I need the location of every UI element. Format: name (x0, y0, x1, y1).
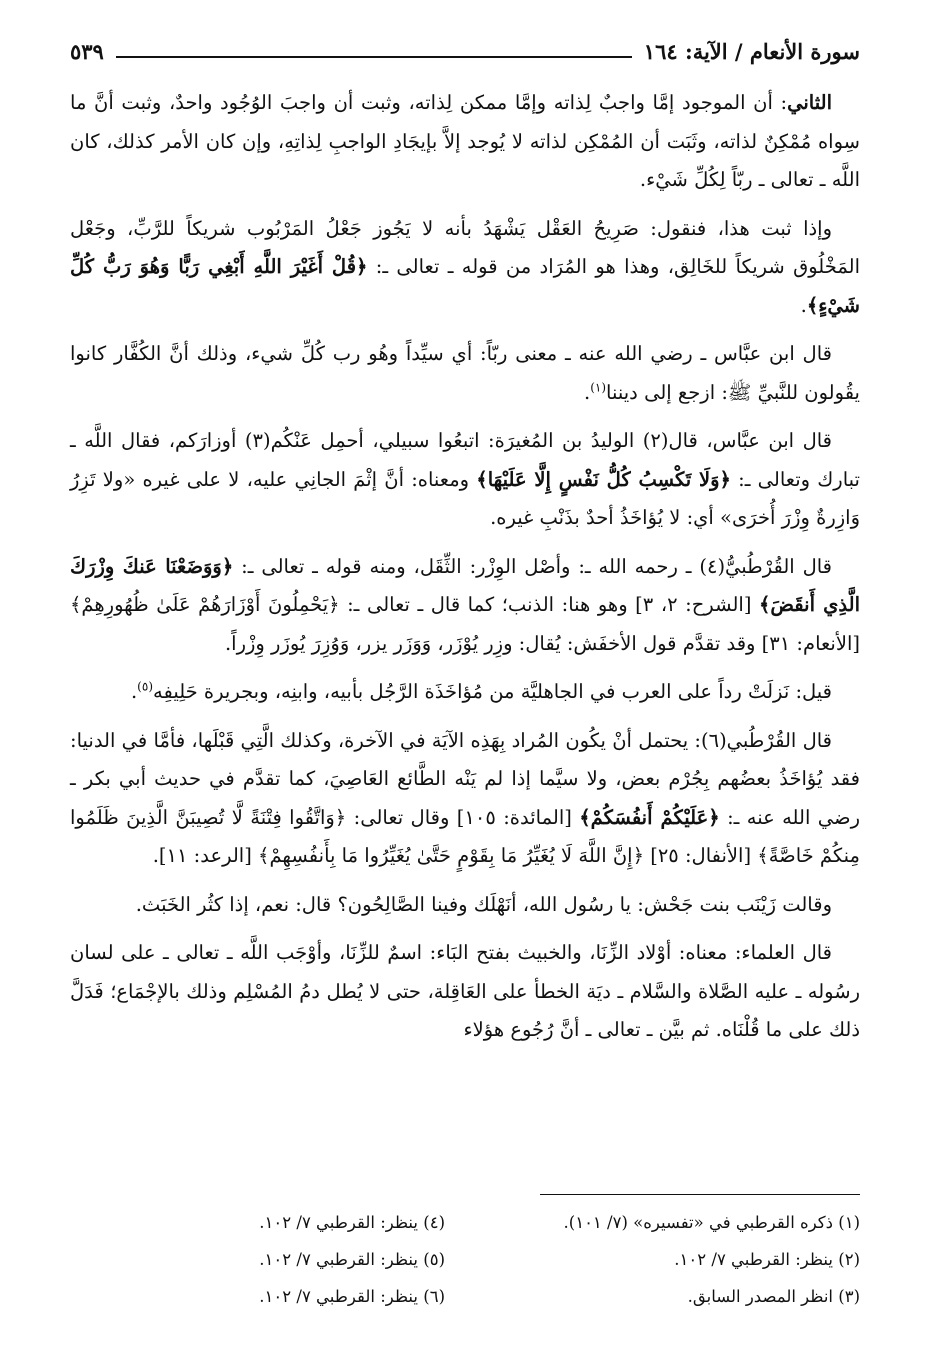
paragraph-tail: . (584, 380, 591, 404)
paragraph-text: قيل: نَزلَتْ رداً على العرب في الجاهليَّة من مُؤاخَذَة الرَّجُل بأبيه، وابنِه، وبجريرة حَلِيفِه (153, 680, 832, 703)
paragraph-tail: ومعناه: أنَّ إثْمَ الجانِي عليه، لا على غيره «ولا تَزِرُ وَازِرةٌ وِزْرَ أُخرَى» أي: لا يُؤاخَذُ أحدٌ بذَنْبِ غيره. (70, 467, 860, 529)
footnote-4: (٤) ينظر: القرطبي ٧/ ١٠٢. (259, 1213, 445, 1232)
paragraph (70, 422, 860, 538)
paragraph (70, 722, 860, 876)
main-text (70, 84, 860, 1050)
paragraph-text: قال ابن عبَّاس، قال(٢) الوليدُ بن المُغيرَة: اتبعُوا سبيلي، أحمِل عَنْكُم(٣) أوزارَكم، فقال اللَّه ـ تبارك وتعالى ـ: (70, 429, 860, 491)
paragraph-tail: . (130, 680, 138, 703)
footnotes (70, 1204, 860, 1315)
paragraph (70, 548, 860, 664)
paragraph-text: قال العلماء: معناه: أوْلاد الزِّنَا، والخبيث بفتح البَاء: اسمٌ للزِّنَا، وأوْجَب اللَّه ـ تعالى ـ على لسان رسُوله ـ عليه الصَّلاة والسَّلام ـ ديَة الخطأ على العَاقِلة، حتى لا يُطل دمُ المُسْلِم وذلك بالإجْمَاع؛ فَدَلَّ ذلك على ما قُلْنَاه. ثم بيَّن ـ تعالى ـ أنَّ رُجُوع هؤلاء (70, 941, 860, 1041)
book-page (70, 28, 860, 1348)
paragraph-text: : أن الموجود إمَّا واجبٌ لِذاته وإمَّا ممكن لِذاته، وثبت أن واجبَ الوُجُود واحدٌ، وثبت أنَّ ما سِواه مُمْكِنٌ لذاته، وثَبَت أن المُمْكِن لذاته لا يُوجد إلاَّ بإيجَادِ الواجبِ لِذاتِهِ، وإن كان الأمر كذلك، كان اللَّه ـ تعالى ـ ربّاً لِكُلِّ شَيْء. (70, 91, 860, 191)
paragraph-text: وقالت زَيْنَب بنت جَحْش: يا رسُول الله، أنَهْلَك وفينا الصَّالِحُون؟ قال: نعم، إذا كثُر الخَبَث. (135, 892, 832, 916)
quran-verse: ﴿وَوَضَعْنَا عَنكَ وِزْرَكَ الَّذِي أَنقَضَ﴾ (70, 554, 860, 616)
footnote-ref: (٥) (137, 679, 153, 694)
paragraph (70, 335, 860, 412)
paragraph-text: قال القُرْطُبي(٦): يحتمل أنْ يكُون المُراد بِهَذِه الآيَة في الآخرة، وكذلك الَّتِي قَبْلَها، فأمَّا في الدنيا: فقد يُؤاخَذُ بعضُهم بِجُرْم بعض، ولا سيَّما إذا لم يَنْه الطَّائع العَاصِيَ، كما تقدَّم في حديث أبي بكر ـ رضي الله عنه ـ: (70, 728, 860, 829)
footnote-6: (٦) ينظر: القرطبي ٧/ ١٠٢. (259, 1287, 445, 1306)
paragraph (70, 210, 860, 326)
surah-verse-title: سورة الأنعام / الآية: ١٦٤ (643, 39, 860, 64)
footnote-rule (540, 1194, 860, 1195)
paragraph-lead: الثاني (787, 91, 832, 114)
quran-verse: ﴿عَلَيْكُمْ أَنفُسَكُمْ﴾ (579, 805, 720, 829)
paragraph-text: قال ابن عبَّاس ـ رضي الله عنه ـ معنى ربّاً: أي سيِّداً وهُو رب كُلِّ شيء، وذلك أنَّ الكُفَّار كانوا يقُولون للنَّبيِّ ﷺ: ازجع إلى ديننا (70, 342, 860, 404)
paragraph-text: وإذا ثبت هذا، فنقول: صَرِيحُ العَقْل يَشْهَدُ بأنه لا يَجُوز جَعْلُ المَرْبُوب شريكاً للرَّبِّ، وجَعْل المَخْلُوق شريكاً للخَالِق، وهذا هو المُرَاد من قوله ـ تعالى ـ: (70, 216, 860, 278)
paragraph (70, 886, 860, 925)
paragraph-tail: [المائدة: ١٠٥] وقال تعالى: ﴿وَاتَّقُوا فِتْنَةً لَّا تُصِيبَنَّ الَّذِينَ ظَلَمُوا مِنكُمْ خَاصَّةً﴾ [الأنفال: ٢٥] ﴿إِنَّ اللَّهَ لَا يُغَيِّرُ مَا بِقَوْمٍ حَتَّىٰ يُغَيِّرُوا مَا بِأَنفُسِهِمْ﴾ [الرعد: ١١]. (70, 805, 860, 867)
paragraph-tail: . (800, 293, 807, 317)
quran-verse: ﴿وَلَا تَكْسِبُ كُلُّ نَفْسٍ إِلَّا عَلَيْهَا﴾ (476, 467, 731, 491)
quran-verse: ﴿قُلْ أَغَيْرَ اللَّهِ أَبْغِي رَبًّا وَهُوَ رَبُّ كُلِّ شَيْءٍ﴾ (70, 255, 860, 317)
footnote-ref: (١) (590, 380, 607, 394)
paragraph-tail: [الشرح: ٢، ٣] وهو هنا: الذنب؛ كما قال ـ تعالى ـ: ﴿يَحْمِلُونَ أَوْزَارَهُمْ عَلَىٰ ظُهُورِهِمْ﴾ [الأنعام: ٣١] وقد تقدَّم قول الأخفَش: يُقال: وزِر يُوْزَر، وَوَزَر يزر، وَوُزِرَ يُوزَر وِزْراً. (70, 593, 860, 655)
header-rule (116, 56, 632, 58)
footnote-1: (١) ذكره القرطبي في «تفسيره» (٧/ ١٠١). (563, 1213, 860, 1232)
paragraph (70, 673, 860, 712)
footnote-3: (٣) انظر المصدر السابق. (687, 1287, 860, 1306)
footnote-2: (٢) ينظر: القرطبي ٧/ ١٠٢. (674, 1250, 860, 1269)
paragraph-text: قال القُرْطُبيُّ(٤) ـ رحمه الله ـ: وأصْل الوِزْر: الثِّقَل، ومنه قوله ـ تعالى ـ: (233, 554, 832, 578)
footnote-5: (٥) ينظر: القرطبي ٧/ ١٠٢. (259, 1250, 445, 1269)
paragraph (70, 84, 860, 200)
paragraph (70, 934, 860, 1050)
running-header (70, 28, 860, 64)
page-number: ٥٣٩ (70, 39, 104, 64)
